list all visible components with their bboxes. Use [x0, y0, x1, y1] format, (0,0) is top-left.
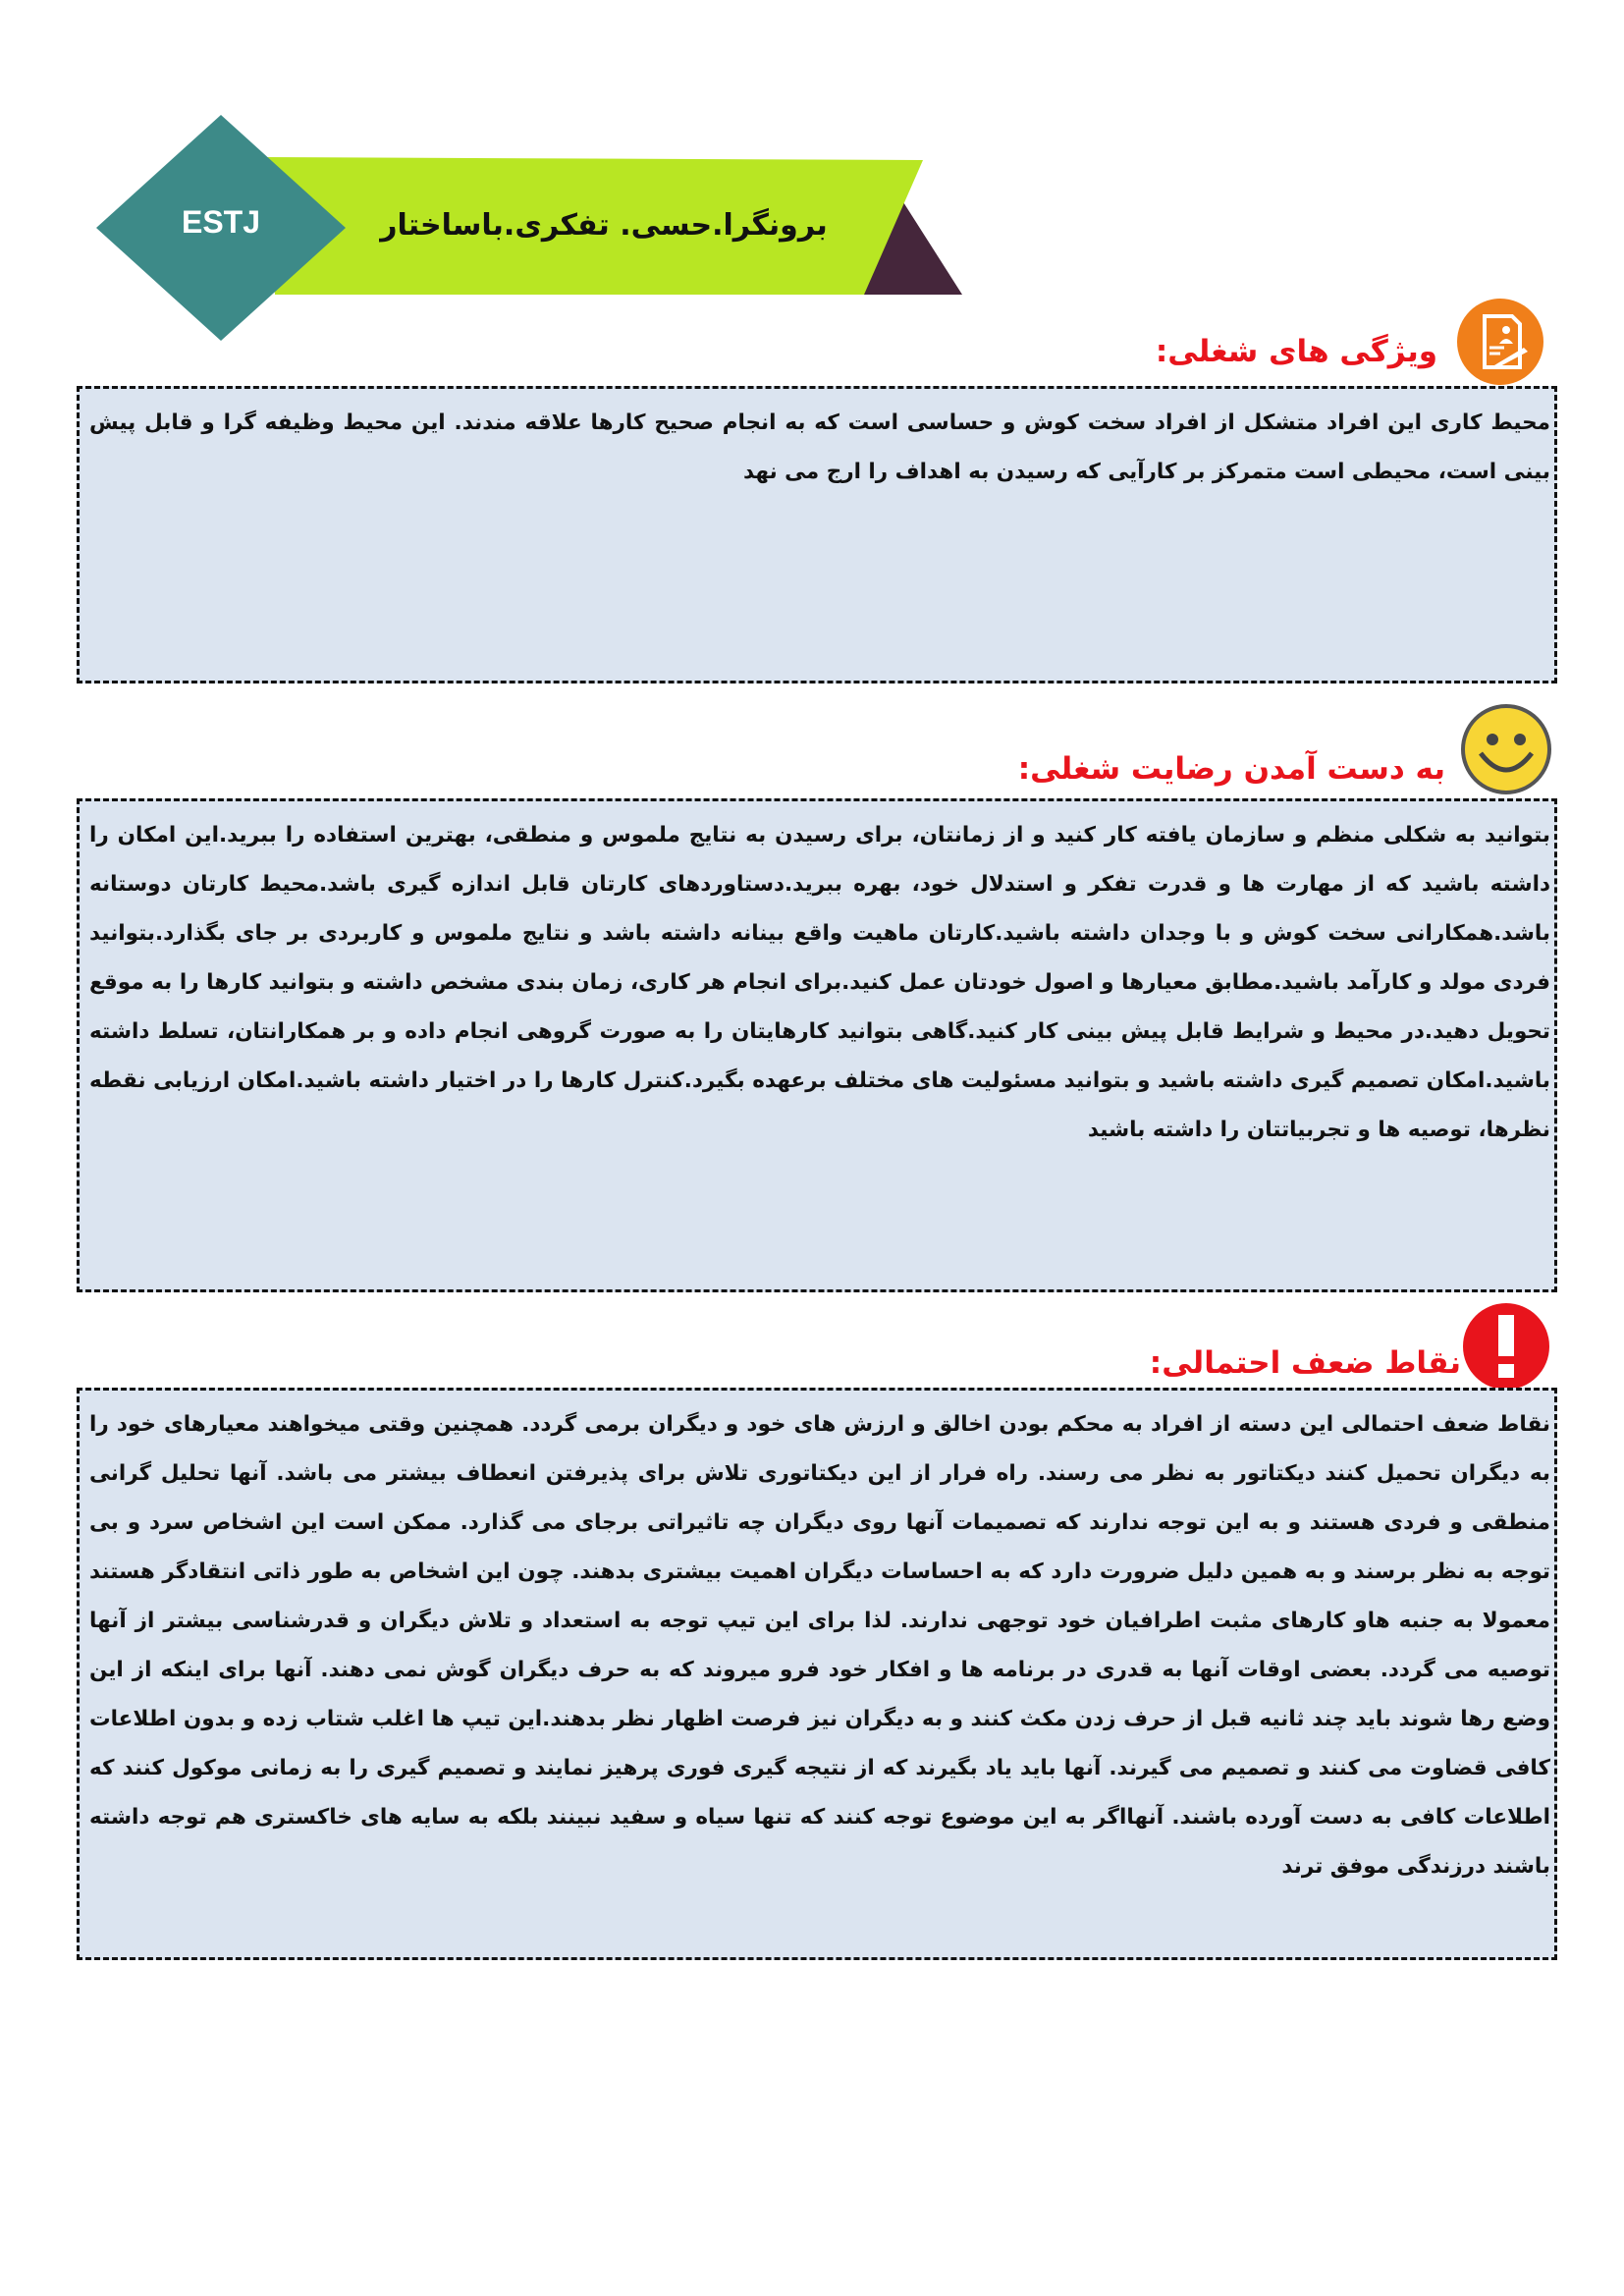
- resume-document-icon: [1455, 297, 1545, 387]
- personality-type-banner: [0, 0, 982, 363]
- section-heading-potential-weaknesses: نقاط ضعف احتمالی:: [1149, 1345, 1461, 1381]
- exclamation-warning-icon: [1461, 1301, 1551, 1392]
- smiley-face-icon: [1459, 702, 1553, 796]
- section-body-potential-weaknesses: نقاط ضعف احتمالی این دسته از افراد به محکم بودن اخالق و ارزش های خود و دیگران برمی گردد. همچنین وقتی میخواهند معیارهای خود را به دیگران تحمیل کنند دیکتاتور به نظر می رسند. راه فرار از این دیکتاتوری تلاش برای پذیرفتن انعطاف بیشتر می باشد. آنها تحلیل گرانی منطقی و فردی هستند و به این توجه ندارند که تصمیمات آنها روی دیگران چه تاثیراتی برجای می گذارد. ممکن است این اشخاص سرد و بی توجه به نظر برسند و به همین دلیل ضرورت دارد که به احساسات دیگران اهمیت بیشتری بدهند. چون این اشخاص به طور ذاتی انتقادگر هستند معمولا به جنبه هاو کارهای مثبت اطرافیان خود توجهی ندارند. لذا برای این تیپ توجه به استعداد و تلاش دیگران و قدرشناسی بیشتر از آنها توصیه می گردد. بعضی اوقات آنها به قدری در برنامه ها و افکار خود فرو میروند که به حرف دیگران گوش نمی دهند. آنها برای اینکه از این وضع رها شوند باید چند ثانیه قبل از حرف زدن مکث کنند و به دیگران نیز فرصت اظهار نظر بدهند.این تیپ ها اغلب شتاب زده و بدون اطلاعات کافی قضاوت می کنند و تصمیم می گیرند. آنها باید یاد بگیرند که از نتیجه گیری فوری پرهیز نمایند و تصمیم گیری را به زمانی موکول کنند که اطلاعات کافی به دست آورده باشند. آنهااگر به این موضوع توجه کنند که تنها سیاه و سفید نبینند بلکه به سایه های خاکستری هم توجه داشته باشند درزندگی موفق ترند: [89, 1412, 1550, 1879]
- section-box-job-characteristics: [77, 386, 1557, 683]
- section-box-potential-weaknesses: [77, 1388, 1557, 1960]
- banner-graphic: [0, 0, 982, 363]
- section-box-job-satisfaction: [77, 798, 1557, 1292]
- section-heading-job-characteristics: ویژگی های شغلی:: [1155, 334, 1437, 369]
- type-title: برونگرا.حسی. تفکری.باساختار: [380, 208, 828, 243]
- section-body-job-characteristics: محیط کاری این افراد متشکل از افراد سخت کوش و حساسی است که به انجام صحیح کارها علاقه مندند. این محیط وظیفه گرا و قابل پیش بینی است، محیطی است متمرکز بر کارآیی که رسیدن به اهداف را ارج می نهد: [89, 410, 1550, 484]
- type-code: ESTJ: [181, 204, 261, 240]
- section-body-job-satisfaction: بتوانید به شکلی منظم و سازمان یافته کار کنید و از زمانتان، برای رسیدن به نتایج ملموس و منطقی، بهترین استفاده را ببرید.این امکان را داشته باشید که از مهارت ها و قدرت تفکر و استدلال خود، بهره ببرید.دستاوردهای کارتان قابل اندازه گیری باشد.محیط کارتان دوستانه باشد.همکارانی سخت کوش و با وجدان داشته باشید.کارتان ماهیت واقع بینانه داشته باشد و نتایج ملموس و کاربردی بر جای بگذارد.بتوانید فردی مولد و کارآمد باشید.مطابق معیارها و اصول خودتان عمل کنید.برای انجام هر کاری، زمان بندی مشخص داشته و بتوانید کارها را به موقع تحویل دهید.در محیط و شرایط قابل پیش بینی کار کنید.گاهی بتوانید کارهایتان را به صورت گروهی انجام داده و بر همکارانتان، تسلط داشته باشید.امکان تصمیم گیری داشته باشید و بتوانید مسئولیت های مختلف برعهده بگیرد.کنترل کارها را در اختیار داشته باشید.امکان ارزیابی نقطه نظرها، توصیه ها و تجربیاتتان را داشته باشید: [89, 823, 1550, 1142]
- section-heading-job-satisfaction: به دست آمدن رضایت شغلی:: [1017, 751, 1445, 787]
